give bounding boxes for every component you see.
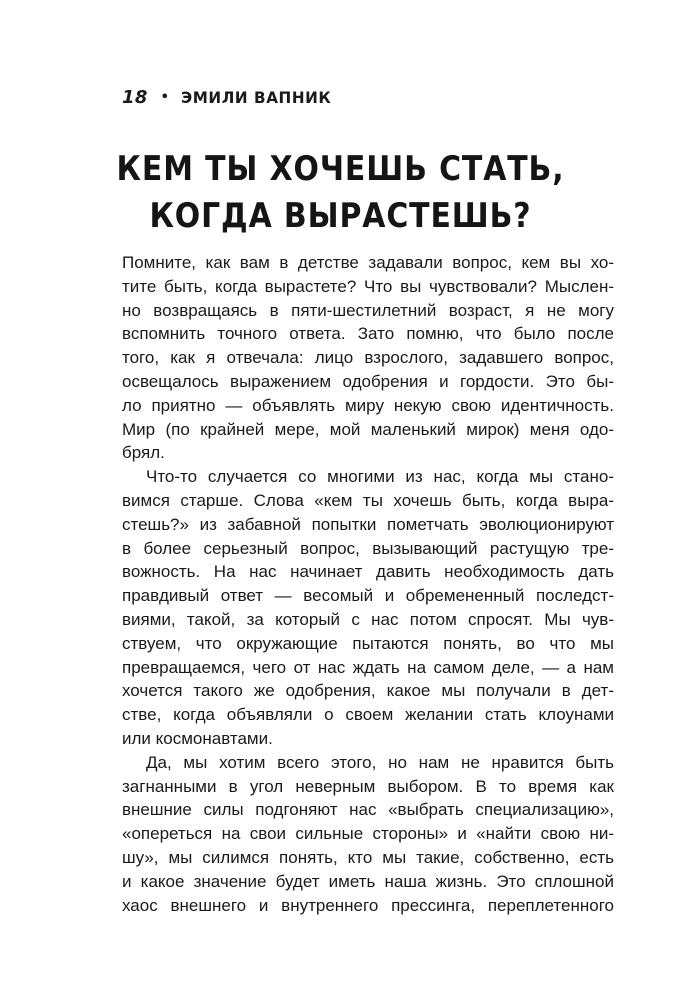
text-line: тите быть, когда вырастете? Что вы чувствовали? Мыслен- [122,276,614,296]
chapter-title-line: КЕМ ТЫ ХОЧЕШЬ СТАТЬ, [116,149,565,189]
chapter-title-line: КОГДА ВЫРАСТЕШЬ? [149,196,532,236]
text-line: вожность. На нас начинает давить необходимость дать [122,562,614,582]
page-number: 18 [122,86,148,108]
body-text [122,251,614,917]
text-line: Что-то случается со многими из нас, когда мы стано- [146,467,614,487]
text-line: стешь?» из забавной попытки пометчать эволюционируют [122,514,614,534]
text-line: вспомнить точного ответа. Зато помню, что было после [122,324,614,344]
header-bullet: • [160,89,170,105]
running-header [122,86,340,108]
text-line: но возвращаясь в пяти-шестилетний возраст, я не могу [122,300,614,320]
text-line: «опереться на свои сильные стороны» и «найти свою ни- [122,824,614,844]
chapter-title [0,146,681,240]
paragraph [122,465,614,751]
text-line: внешние силы подгоняют нас «выбрать специализацию», [122,800,614,820]
text-line: правдивый ответ — весомый и обремененный последст- [122,586,614,606]
text-line: ствуем, что окружающие пытаются понять, во что мы [122,633,614,653]
text-line: виями, такой, за который с нас потом спросят. Мы чув- [122,609,614,629]
paragraph [122,251,614,465]
text-line: освещалось выражением одобрения и гордости. Это бы- [122,371,614,391]
author-name: ЭМИЛИ ВАПНИК [181,87,332,107]
text-line: шу», мы силимся понять, кто мы такие, собственно, есть [122,847,614,867]
text-line: хочется такого же одобрения, какое мы получали в дет- [122,681,614,701]
text-line: загнанными в угол неверным выбором. В то время как [122,776,614,796]
text-line: того, как я отвечала: лицо взрослого, задавшего вопрос, [122,348,614,368]
text-line: Мир (по крайней мере, мой маленький мирок) меня одо- [122,419,614,439]
text-line: хаос внешнего и внутреннего прессинга, переплетенного [122,895,614,915]
text-line: и какое значение будет иметь наша жизнь. Это сплошной [122,871,614,891]
text-line: превращаемся, чего от нас ждать на самом деле, — а нам [122,657,614,677]
text-line: вимся старше. Слова «кем ты хочешь быть, когда выра- [122,490,614,510]
paragraph [122,751,614,918]
text-line: ло приятно — объявлять миру некую свою идентичность. [122,395,614,415]
text-line: Да, мы хотим всего этого, но нам не нравится быть [146,752,614,772]
text-line: в более серьезный вопрос, вызывающий растущую тре- [122,538,614,558]
text-line: брял. [122,443,165,463]
text-line: стве, когда объявляли о своем желании стать клоунами [122,705,614,725]
text-line: Помните, как вам в детстве задавали вопрос, кем вы хо- [122,253,614,272]
text-line: или космонавтами. [122,728,273,748]
